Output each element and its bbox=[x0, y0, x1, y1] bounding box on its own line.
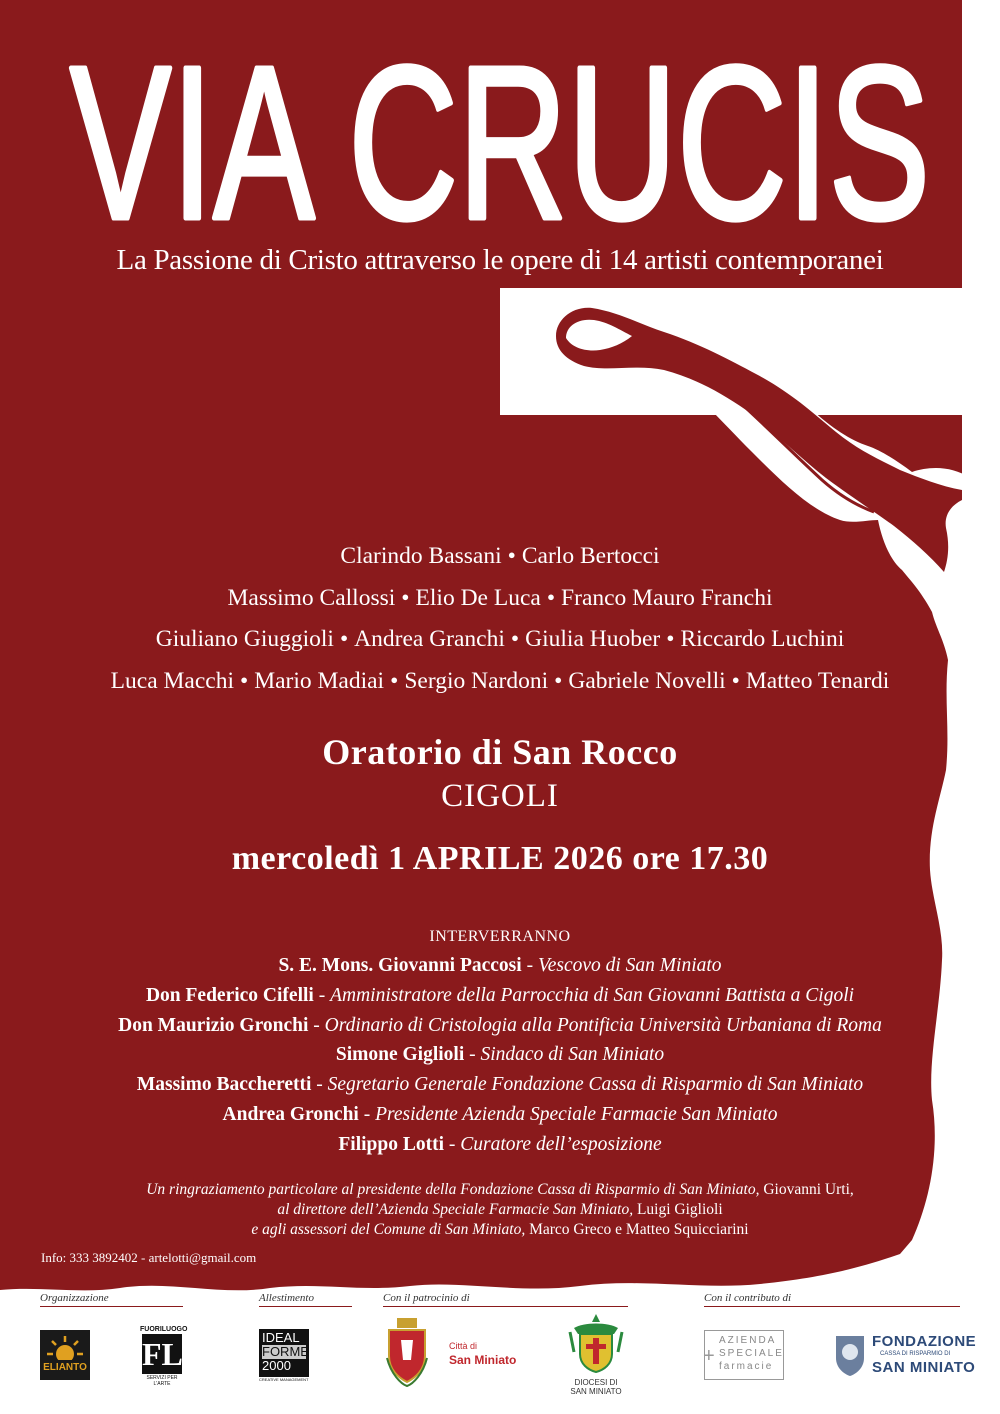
forme-text: FORME bbox=[262, 1344, 309, 1359]
event-date: mercoledì 1 APRILE 2026 ore 17.30 bbox=[231, 840, 769, 877]
citta-di-text: Città di bbox=[449, 1341, 478, 1351]
speaker-row: Andrea Gronchi - Presidente Azienda Speciale Farmacie San Miniato bbox=[222, 1103, 778, 1125]
fondazione-emblem-icon bbox=[832, 1330, 868, 1378]
speakers-heading: INTERVERRANNO bbox=[429, 928, 571, 945]
ideal-forme-logo bbox=[259, 1329, 309, 1385]
artist-row bbox=[0, 619, 1000, 661]
year-text: 2000 bbox=[262, 1358, 291, 1373]
fondazione-text: FONDAZIONE bbox=[872, 1333, 977, 1350]
speaker-row: Don Federico Cifelli - Amministratore della Parrocchia di San Giovanni Battista a Cigoli bbox=[145, 984, 855, 1006]
diocesi-line-2: SAN MINIATO bbox=[570, 1387, 622, 1396]
farmacie-text: farmacie bbox=[719, 1361, 774, 1372]
san-miniato-foundation-text: SAN MINIATO bbox=[872, 1359, 976, 1376]
artist-name: Luca Macchi bbox=[110, 667, 234, 694]
speaker-name: S. E. Mons. Giovanni Paccosi bbox=[278, 955, 522, 976]
artist-name: Clarindo Bassani bbox=[340, 543, 502, 569]
artist-name: Andrea Granchi bbox=[354, 626, 505, 652]
artist-name: Riccardo Luchini bbox=[680, 626, 845, 652]
thanks-text: al direttore dell’Azienda Speciale Farmacie San Miniato, bbox=[277, 1200, 634, 1218]
divider bbox=[40, 1306, 183, 1307]
venue-city: CIGOLI bbox=[441, 778, 559, 814]
bullet-separator: • bbox=[546, 584, 556, 611]
bullet-separator: • bbox=[507, 543, 516, 569]
artist-name: Sergio Nardoni bbox=[404, 667, 549, 694]
artist-name: Mario Madiai bbox=[254, 667, 385, 694]
speaker-row: Simone Giglioli - Sindaco di San Miniato bbox=[335, 1044, 665, 1066]
speaker-role: Ordinario di Cristologia alla Pontificia Università Urbaniana di Roma bbox=[324, 1014, 882, 1036]
speakers-list bbox=[0, 951, 1000, 1160]
azienda-text: AZIENDA bbox=[719, 1335, 777, 1346]
bullet-separator: • bbox=[401, 584, 410, 611]
artist-name: Giulia Huober bbox=[525, 626, 661, 652]
artist-row bbox=[0, 536, 1000, 578]
bullet-separator: • bbox=[731, 667, 740, 694]
speaker-row: S. E. Mons. Giovanni Paccosi - Vescovo di San Miniato bbox=[278, 955, 722, 976]
speaker-role: Vescovo di San Miniato bbox=[537, 955, 722, 976]
artist-name: Franco Mauro Franchi bbox=[561, 584, 773, 611]
venue-name: Oratorio di San Rocco bbox=[322, 732, 678, 772]
thanks-line bbox=[0, 1200, 1000, 1220]
artist-list bbox=[0, 536, 1000, 702]
thanks-name: Luigi Giglioli bbox=[636, 1200, 723, 1218]
divider bbox=[383, 1306, 628, 1307]
artist-name: Gabriele Novelli bbox=[568, 667, 726, 694]
bullet-separator: • bbox=[554, 667, 563, 694]
fuoriluogo-top-text: FUORILUOGO bbox=[140, 1326, 188, 1333]
bullet-separator: • bbox=[239, 667, 249, 694]
fuoriluogo-logo bbox=[140, 1326, 188, 1387]
speaker-name: Simone Giglioli bbox=[335, 1044, 465, 1066]
speaker-role: Curatore dell’esposizione bbox=[460, 1133, 662, 1155]
speaker-row: Filippo Lotti - Curatore dell’esposizione bbox=[338, 1133, 662, 1155]
artist-row bbox=[0, 661, 1000, 703]
fuoriluogo-mark-icon: FL bbox=[142, 1336, 183, 1372]
san-miniato-text: San Miniato bbox=[449, 1353, 517, 1367]
ideal-forme-block bbox=[259, 1329, 309, 1377]
speaker-role: Segretario Generale Fondazione Cassa di Risparmio di San Miniato bbox=[327, 1074, 864, 1096]
speaker-name: Don Maurizio Gronchi bbox=[118, 1014, 309, 1036]
cassa-text: CASSA DI RISPARMIO DI bbox=[880, 1351, 951, 1357]
speaker-name: Andrea Gronchi bbox=[222, 1103, 359, 1125]
speaker-role: Sindaco di San Miniato bbox=[480, 1044, 665, 1066]
artist-name: Massimo Callossi bbox=[227, 584, 396, 611]
acknowledgements bbox=[0, 1180, 1000, 1239]
title-graphic bbox=[0, 22, 1000, 242]
thanks-name: Marco Greco e Matteo Squicciarini bbox=[529, 1220, 749, 1238]
divider bbox=[704, 1306, 960, 1307]
plus-icon: + bbox=[703, 1345, 715, 1367]
thanks-name: Giovanni Urti, bbox=[763, 1181, 854, 1198]
speaker-name: Massimo Baccheretti bbox=[136, 1074, 312, 1096]
elianto-logo bbox=[40, 1330, 90, 1380]
subtitle: La Passione di Cristo attraverso le opere di 14 artisti contemporanei bbox=[116, 244, 884, 276]
artist-name: Giuliano Giuggioli bbox=[155, 626, 334, 652]
diocesi-text bbox=[560, 1378, 632, 1396]
label-organizzazione: Organizzazione bbox=[40, 1292, 109, 1304]
bullet-separator: • bbox=[510, 626, 520, 652]
contact-info: Info: 333 3892402 - artelotti@gmail.com bbox=[41, 1250, 257, 1265]
page-title: VIA CRUCIS bbox=[70, 22, 930, 242]
speaker-role: Amministratore della Parrocchia di San Giovanni Battista a Cigoli bbox=[330, 984, 855, 1006]
speaker-name: Don Federico Cifelli bbox=[145, 984, 314, 1006]
diocesi-line-1: DIOCESI DI bbox=[574, 1378, 618, 1387]
azienda-speciale-logo bbox=[704, 1330, 784, 1380]
speaker-name: Filippo Lotti bbox=[338, 1133, 445, 1155]
thanks-line bbox=[0, 1220, 1000, 1240]
thanks-text: e agli assessori del Comune di San Miniato, bbox=[251, 1220, 526, 1238]
label-contributo: Con il contributo di bbox=[704, 1292, 792, 1304]
divider bbox=[259, 1306, 352, 1307]
thanks-line bbox=[0, 1180, 1000, 1200]
speciale-text: SPECIALE bbox=[719, 1348, 784, 1359]
elianto-text: ELIANTO bbox=[43, 1362, 87, 1373]
bullet-separator: • bbox=[390, 667, 399, 694]
artist-name: Carlo Bertocci bbox=[521, 543, 660, 569]
speaker-row: Massimo Baccheretti - Segretario Generale Fondazione Cassa di Risparmio di San Miniato bbox=[136, 1074, 864, 1096]
label-patrocinio: Con il patrocinio di bbox=[383, 1292, 470, 1304]
fuoriluogo-bottom-text: SERVIZI PER L'ARTE bbox=[146, 1375, 178, 1387]
speaker-role: Presidente Azienda Speciale Farmacie San Miniato bbox=[375, 1103, 778, 1125]
bullet-separator: • bbox=[666, 626, 675, 652]
artist-name: Elio De Luca bbox=[415, 584, 541, 611]
artist-name: Matteo Tenardi bbox=[745, 667, 890, 694]
bullet-separator: • bbox=[339, 626, 349, 652]
speaker-row: Don Maurizio Gronchi - Ordinario di Cristologia alla Pontificia Università Urbaniana di Roma bbox=[118, 1014, 882, 1036]
diocese-coat-of-arms-icon bbox=[564, 1312, 628, 1376]
label-allestimento: Allestimento bbox=[259, 1292, 314, 1304]
ideal-sub-text: CREATIVE MANAGEMENT bbox=[259, 1377, 309, 1382]
thanks-text: Un ringraziamento particolare al presidente della Fondazione Cassa di Risparmio di San Miniato, bbox=[146, 1181, 760, 1198]
ideal-text: IDEAL bbox=[262, 1330, 300, 1345]
artist-row bbox=[0, 578, 1000, 620]
san-miniato-crest-icon bbox=[383, 1316, 431, 1388]
